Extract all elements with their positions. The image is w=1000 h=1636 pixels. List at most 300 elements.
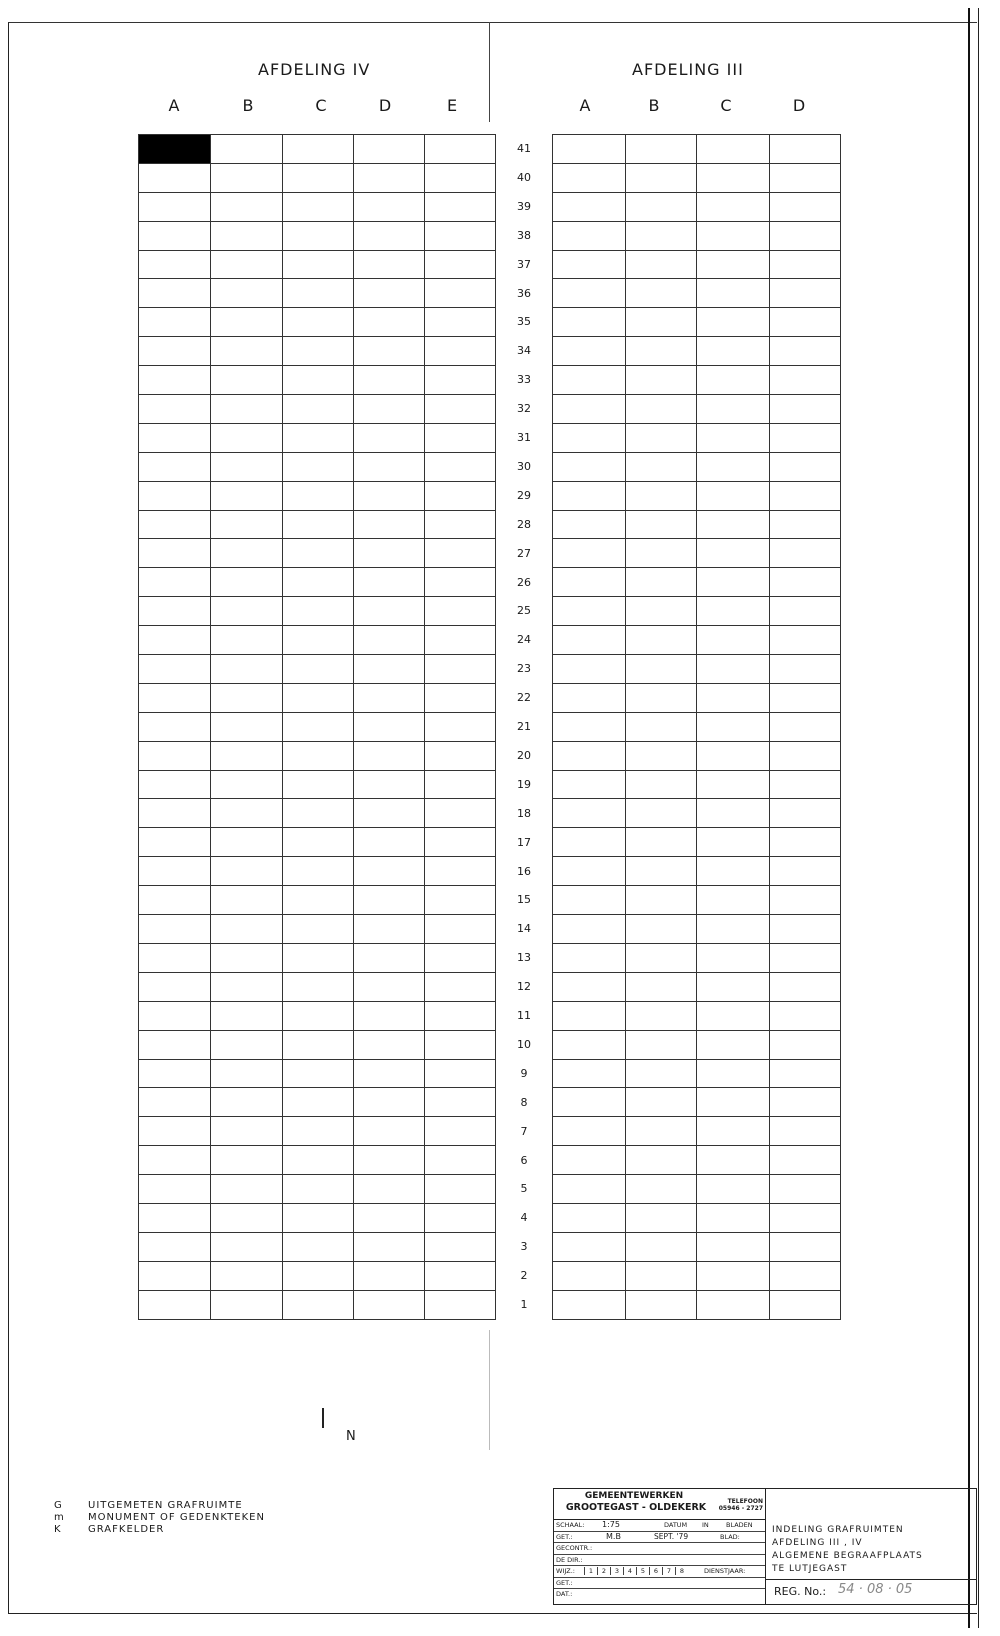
grave-plot-cell — [770, 741, 841, 770]
grave-plot-cell — [283, 1030, 354, 1059]
grave-plot-cell — [770, 481, 841, 510]
grave-plot-cell — [211, 250, 283, 279]
grave-row — [139, 163, 496, 192]
grave-plot-cell — [283, 857, 354, 886]
row-number-label: 34 — [517, 344, 531, 358]
grave-plot-cell — [553, 192, 626, 221]
grave-plot-cell — [425, 915, 496, 944]
section-divider — [489, 22, 490, 122]
grave-plot-cell — [626, 1175, 697, 1204]
grave-plot-cell — [139, 915, 211, 944]
in-label: IN — [702, 1521, 709, 1529]
grave-plot-cell — [139, 683, 211, 712]
grave-plot-cell — [354, 1232, 425, 1261]
grave-plot-cell — [283, 279, 354, 308]
grave-row — [139, 1030, 496, 1059]
grave-row — [139, 1261, 496, 1290]
legend-code: m — [54, 1512, 65, 1523]
row-number-label: 5 — [520, 1182, 528, 1196]
grave-plot-cell — [626, 395, 697, 424]
grave-plot-cell — [770, 163, 841, 192]
grave-plot-cell — [553, 1203, 626, 1232]
grave-plot-cell — [425, 1290, 496, 1319]
grave-plot-cell — [770, 366, 841, 395]
grave-plot-cell — [553, 308, 626, 337]
row-number-label: 10 — [517, 1037, 531, 1051]
grave-plot-cell — [139, 1117, 211, 1146]
grave-plot-cell — [626, 943, 697, 972]
grave-plot-cell — [139, 943, 211, 972]
grave-plot-cell — [626, 279, 697, 308]
datum-value: SEPT. '79 — [654, 1531, 689, 1541]
grave-plot-cell — [553, 1232, 626, 1261]
grave-plot-cell — [283, 510, 354, 539]
grave-plot-cell — [626, 568, 697, 597]
grave-row — [139, 828, 496, 857]
grave-plot-cell — [425, 539, 496, 568]
grave-plot-cell — [425, 943, 496, 972]
grave-plot-cell — [211, 828, 283, 857]
grave-plot-cell — [553, 972, 626, 1001]
grave-plot-cell — [139, 1175, 211, 1204]
grave-plot-cell — [697, 857, 770, 886]
grave-plot-cell — [697, 626, 770, 655]
grave-row — [553, 221, 841, 250]
blad-label: BLAD: — [720, 1532, 740, 1541]
grave-row — [553, 741, 841, 770]
grave-plot-cell — [425, 1030, 496, 1059]
grave-row — [553, 568, 841, 597]
grave-plot-cell — [553, 1088, 626, 1117]
grave-plot-cell — [697, 1261, 770, 1290]
grave-plot-cell — [553, 915, 626, 944]
grave-row — [139, 308, 496, 337]
wijz-row — [554, 1566, 765, 1578]
grave-plot-cell — [770, 1059, 841, 1088]
grave-plot-cell — [139, 163, 211, 192]
grave-plot-cell — [697, 423, 770, 452]
grave-plot-cell — [626, 337, 697, 366]
grave-row — [553, 597, 841, 626]
grave-plot-cell — [139, 1290, 211, 1319]
row-number-label: 27 — [517, 546, 531, 560]
grave-row — [553, 539, 841, 568]
grave-plot-cell — [697, 799, 770, 828]
grave-plot-cell — [139, 481, 211, 510]
grave-plot-cell — [354, 626, 425, 655]
grave-plot-cell — [283, 1290, 354, 1319]
grave-row — [139, 423, 496, 452]
grave-row — [553, 1290, 841, 1319]
grave-plot-cell — [626, 683, 697, 712]
get-row — [554, 1532, 765, 1544]
grave-row — [553, 1146, 841, 1175]
grave-plot-cell — [211, 1175, 283, 1204]
grave-plot-cell — [211, 135, 283, 164]
grave-plot-cell — [770, 395, 841, 424]
row-number-label: 35 — [517, 315, 531, 329]
row-number-label: 22 — [517, 691, 531, 705]
row-number-label: 38 — [517, 228, 531, 242]
grave-plot-cell — [626, 1290, 697, 1319]
grave-plot-cell — [211, 886, 283, 915]
registration-box — [766, 1579, 976, 1604]
grave-plot-cell — [283, 943, 354, 972]
grave-plot-cell — [425, 1203, 496, 1232]
grave-plot-cell — [770, 250, 841, 279]
grave-plot-cell — [697, 655, 770, 684]
grave-plot-cell — [697, 712, 770, 741]
grave-plot-cell — [354, 337, 425, 366]
grave-plot-cell — [211, 539, 283, 568]
grave-plot-cell — [283, 1001, 354, 1030]
grave-plot-cell — [770, 135, 841, 164]
grave-row — [553, 366, 841, 395]
grave-plot-cell — [553, 337, 626, 366]
row-number-label: 6 — [520, 1153, 528, 1167]
grave-plot-cell — [354, 135, 425, 164]
grave-plot-cell — [626, 1030, 697, 1059]
wijz-number: 6 — [649, 1567, 662, 1575]
grave-plot-cell — [626, 1088, 697, 1117]
grave-plot-cell — [354, 1030, 425, 1059]
grave-plot-cell — [425, 135, 496, 164]
grave-plot-cell — [553, 741, 626, 770]
grave-plot-cell — [553, 886, 626, 915]
grave-row — [139, 568, 496, 597]
legend-code: G — [54, 1500, 63, 1511]
grave-plot-cell — [139, 1001, 211, 1030]
grave-plot-cell — [770, 799, 841, 828]
grave-plot-cell — [283, 886, 354, 915]
grave-plot-cell — [697, 1117, 770, 1146]
grave-plot-cell — [770, 972, 841, 1001]
grave-row — [139, 799, 496, 828]
grave-plot-cell — [354, 799, 425, 828]
grave-plot-cell — [626, 221, 697, 250]
row-number-label: 40 — [517, 170, 531, 184]
grave-plot-cell — [139, 366, 211, 395]
grave-plot-cell — [211, 308, 283, 337]
grave-row — [553, 308, 841, 337]
schaal-value: 1:75 — [602, 1520, 620, 1529]
grave-plot-cell — [283, 568, 354, 597]
grave-plot-cell — [425, 886, 496, 915]
grave-plot-cell — [354, 539, 425, 568]
drawing-title-line: INDELING GRAFRUIMTEN — [772, 1525, 904, 1535]
wijz-numbers — [584, 1567, 688, 1575]
grave-table — [552, 134, 841, 1320]
row-number-label: 8 — [520, 1095, 528, 1109]
grave-plot-cell — [626, 828, 697, 857]
legend-item — [54, 1500, 265, 1512]
grave-plot-cell — [354, 481, 425, 510]
grave-plot-cell — [626, 366, 697, 395]
grave-plot-cell — [626, 423, 697, 452]
grave-plot-cell — [139, 741, 211, 770]
row-number-label: 29 — [517, 488, 531, 502]
grave-plot-cell — [770, 337, 841, 366]
grave-plot-cell — [697, 741, 770, 770]
grave-row — [553, 395, 841, 424]
datum-label: DATUM — [664, 1521, 688, 1529]
row-number-label: 24 — [517, 633, 531, 647]
grave-plot-cell — [425, 481, 496, 510]
grave-plot-cell — [354, 655, 425, 684]
legend-text: UITGEMETEN GRAFRUIMTE — [88, 1500, 243, 1511]
grave-plot-cell — [770, 539, 841, 568]
grave-row — [553, 481, 841, 510]
dienstjaar-label: DIENSTJAAR: — [704, 1567, 746, 1575]
grave-row — [139, 221, 496, 250]
sheet-edge-line — [978, 8, 979, 1628]
grave-plot-cell — [354, 943, 425, 972]
grave-plot-cell — [211, 972, 283, 1001]
grave-plot-cell — [283, 626, 354, 655]
grave-plot-cell — [770, 423, 841, 452]
grave-plot-cell — [283, 337, 354, 366]
grave-row — [139, 1059, 496, 1088]
grave-plot-cell — [425, 683, 496, 712]
grave-plot-cell — [211, 221, 283, 250]
grave-plot-cell — [283, 1146, 354, 1175]
grave-plot-cell — [697, 828, 770, 857]
grave-row — [553, 279, 841, 308]
grave-plot-cell — [697, 1030, 770, 1059]
grave-row — [139, 770, 496, 799]
grave-plot-cell — [425, 221, 496, 250]
dedir-label: DE DIR.: — [556, 1555, 583, 1564]
grave-plot-cell — [139, 1232, 211, 1261]
grave-plot-cell — [626, 799, 697, 828]
grave-plot-cell — [425, 857, 496, 886]
row-number-label: 19 — [517, 777, 531, 791]
grave-plot-cell — [553, 1290, 626, 1319]
grave-plot-cell — [283, 308, 354, 337]
grave-plot-cell — [770, 943, 841, 972]
grave-plot-cell — [283, 770, 354, 799]
grave-row — [139, 857, 496, 886]
grave-row — [553, 799, 841, 828]
grave-plot-cell — [553, 250, 626, 279]
column-label: C — [720, 96, 732, 115]
grave-plot-cell — [354, 1117, 425, 1146]
get2-row — [554, 1578, 765, 1590]
grave-plot-cell — [626, 915, 697, 944]
row-number-label: 4 — [520, 1211, 528, 1225]
grave-plot-cell — [553, 683, 626, 712]
legend-item — [54, 1524, 265, 1536]
grave-plot-cell — [139, 799, 211, 828]
grave-plot-cell — [697, 337, 770, 366]
legend-text: MONUMENT OF GEDENKTEKEN — [88, 1512, 265, 1523]
grave-plot-cell — [211, 337, 283, 366]
grave-plot-cell — [626, 1059, 697, 1088]
grave-plot-cell — [139, 1146, 211, 1175]
row-number-label: 16 — [517, 864, 531, 878]
grave-plot-cell — [553, 799, 626, 828]
grave-plot-cell — [697, 539, 770, 568]
grave-plot-cell — [553, 452, 626, 481]
grave-plot-cell — [354, 886, 425, 915]
grave-plot-cell — [553, 1030, 626, 1059]
grave-plot-cell — [770, 510, 841, 539]
grave-plot-cell — [139, 539, 211, 568]
grave-plot-cell — [211, 655, 283, 684]
grave-plot-cell — [770, 1146, 841, 1175]
grave-plot-cell — [553, 828, 626, 857]
grave-plot-cell — [211, 1261, 283, 1290]
grave-plot-cell — [697, 192, 770, 221]
grave-plot-cell — [770, 1175, 841, 1204]
grave-plot-cell — [697, 279, 770, 308]
grave-plot-cell — [211, 741, 283, 770]
grave-plot-cell — [626, 886, 697, 915]
drawing-title-line: AFDELING III , IV — [772, 1538, 863, 1548]
grave-plot-cell — [626, 308, 697, 337]
grave-plot-cell — [425, 799, 496, 828]
grave-plot-cell — [553, 655, 626, 684]
grave-row — [139, 915, 496, 944]
grave-plot-cell — [697, 452, 770, 481]
filled-grave-plot-cell — [139, 135, 211, 164]
grave-plot-cell — [553, 597, 626, 626]
grave-plot-cell — [139, 972, 211, 1001]
row-number-label: 20 — [517, 748, 531, 762]
grave-plot-cell — [697, 886, 770, 915]
grave-plot-cell — [697, 510, 770, 539]
grave-plot-cell — [283, 1175, 354, 1204]
grave-row — [553, 192, 841, 221]
get2-label: GET.: — [556, 1578, 573, 1587]
grave-plot-cell — [697, 1232, 770, 1261]
grave-plot-cell — [770, 568, 841, 597]
grave-plot-cell — [283, 395, 354, 424]
row-number-label: 41 — [517, 142, 531, 155]
grave-table — [138, 134, 496, 1320]
grave-plot-cell — [770, 655, 841, 684]
grave-plot-cell — [283, 192, 354, 221]
row-number-label: 39 — [517, 199, 531, 213]
grave-row — [553, 337, 841, 366]
grave-plot-cell — [211, 770, 283, 799]
grave-plot-cell — [770, 712, 841, 741]
grave-plot-cell — [283, 221, 354, 250]
grave-plot-cell — [211, 1203, 283, 1232]
grave-plot-cell — [354, 1059, 425, 1088]
grave-plot-cell — [425, 1261, 496, 1290]
grave-plot-cell — [553, 1146, 626, 1175]
wijz-number: 1 — [584, 1567, 597, 1575]
grave-plot-cell — [211, 626, 283, 655]
grave-plot-cell — [354, 163, 425, 192]
grave-row — [139, 972, 496, 1001]
grave-row — [139, 1146, 496, 1175]
grave-plot-cell — [139, 828, 211, 857]
grave-row — [553, 1088, 841, 1117]
column-label: E — [446, 96, 458, 115]
grave-plot-cell — [626, 1232, 697, 1261]
grave-plot-cell — [697, 972, 770, 1001]
wijz-number: 7 — [662, 1567, 675, 1575]
drawing-title-line: ALGEMENE BEGRAAFPLAATS — [772, 1551, 923, 1561]
wijz-number: 8 — [675, 1567, 688, 1575]
grave-row — [553, 857, 841, 886]
grave-plot-cell — [211, 915, 283, 944]
grave-plot-cell — [211, 481, 283, 510]
grave-plot-cell — [139, 886, 211, 915]
grave-row — [139, 712, 496, 741]
grave-row — [139, 1175, 496, 1204]
grave-plot-cell — [626, 1261, 697, 1290]
grave-plot-cell — [354, 366, 425, 395]
grave-plot-cell — [211, 192, 283, 221]
grave-plot-cell — [425, 1117, 496, 1146]
grave-plot-cell — [354, 221, 425, 250]
row-number-label: 23 — [517, 662, 531, 676]
grave-row — [139, 1203, 496, 1232]
grave-plot-cell — [139, 395, 211, 424]
grave-plot-cell — [697, 135, 770, 164]
grave-plot-cell — [354, 972, 425, 1001]
grave-plot-cell — [626, 510, 697, 539]
column-label: A — [168, 96, 180, 115]
grave-plot-cell — [139, 1203, 211, 1232]
get-value: M.B — [606, 1531, 621, 1541]
grave-plot-cell — [139, 597, 211, 626]
grave-plot-cell — [354, 1001, 425, 1030]
grave-plot-cell — [211, 1030, 283, 1059]
grave-plot-cell — [553, 135, 626, 164]
grave-plot-cell — [283, 828, 354, 857]
row-number-label: 11 — [517, 1009, 531, 1022]
grave-plot-cell — [354, 1203, 425, 1232]
grave-plot-cell — [211, 683, 283, 712]
grave-plot-cell — [211, 1290, 283, 1319]
grave-plot-cell — [354, 308, 425, 337]
grave-plot-cell — [283, 452, 354, 481]
grave-plot-cell — [553, 1261, 626, 1290]
grave-plot-cell — [354, 741, 425, 770]
grave-row — [139, 135, 496, 164]
grave-plot-cell — [283, 250, 354, 279]
grave-row — [139, 279, 496, 308]
row-number-label: 21 — [517, 720, 531, 733]
grave-plot-cell — [211, 510, 283, 539]
grave-row — [553, 712, 841, 741]
row-number-label: 3 — [520, 1240, 528, 1254]
grave-plot-cell — [553, 395, 626, 424]
grave-plot-cell — [354, 857, 425, 886]
grave-row — [139, 250, 496, 279]
grave-plot-cell — [770, 1001, 841, 1030]
grave-plot-cell — [626, 481, 697, 510]
grave-plot-cell — [139, 712, 211, 741]
grave-row — [139, 481, 496, 510]
grave-row — [553, 1203, 841, 1232]
grave-plot-cell — [211, 366, 283, 395]
grave-plot-cell — [626, 712, 697, 741]
grave-row — [553, 943, 841, 972]
row-number-label: 26 — [517, 575, 531, 589]
grave-plot-cell — [553, 1001, 626, 1030]
grave-plot-cell — [553, 1175, 626, 1204]
grave-plot-cell — [553, 943, 626, 972]
row-number-label: 32 — [517, 402, 531, 416]
grave-row — [553, 452, 841, 481]
grave-plot-cell — [139, 1088, 211, 1117]
row-number-label: 31 — [517, 431, 531, 444]
